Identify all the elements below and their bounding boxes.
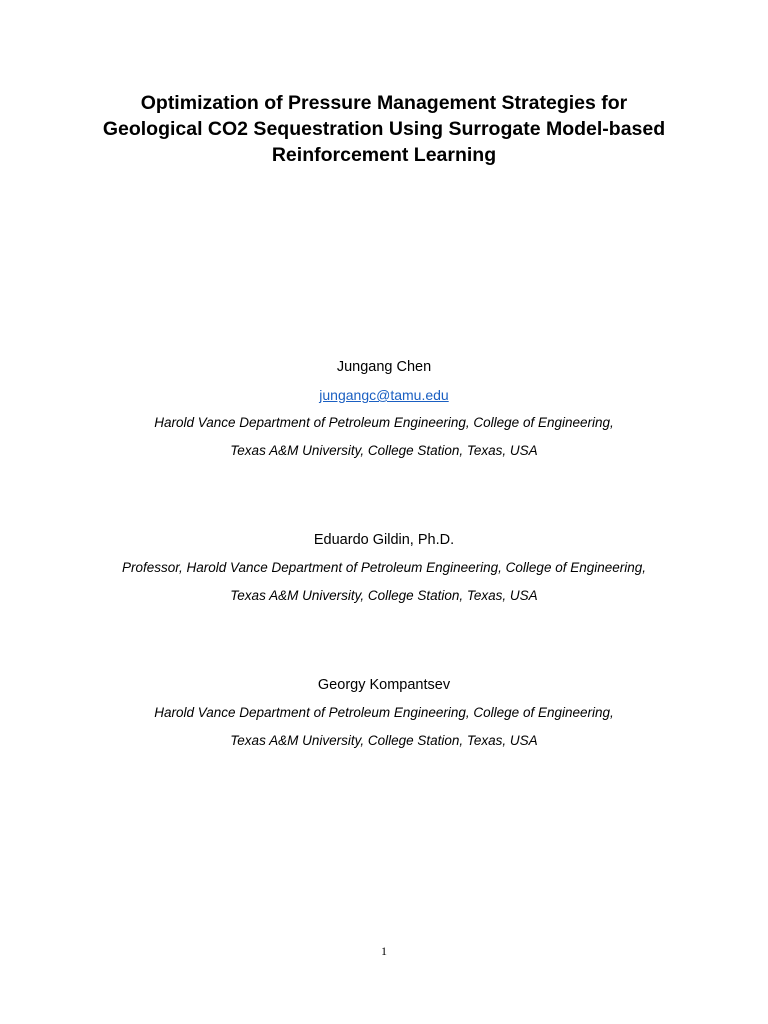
author-affiliation-line-2: Texas A&M University, College Station, Texas, USA	[230, 588, 538, 603]
author-name: Georgy Kompantsev	[317, 677, 451, 693]
title-line-2: Geological CO2 Sequestration Using Surrogate Model-based	[102, 118, 666, 140]
author-name: Eduardo Gildin, Ph.D.	[313, 532, 455, 548]
paper-title	[60, 90, 708, 168]
author-affiliation-line-1: Harold Vance Department of Petroleum Engineering, College of Engineering,	[154, 415, 614, 430]
author-block-1	[20, 353, 748, 465]
author-affiliation-line-1: Harold Vance Department of Petroleum Engineering, College of Engineering,	[154, 705, 614, 720]
title-line-3: Reinforcement Learning	[271, 144, 497, 166]
author-affiliation-line-2: Texas A&M University, College Station, Texas, USA	[230, 443, 538, 458]
author-affiliation-line-2: Texas A&M University, College Station, Texas, USA	[230, 733, 538, 748]
author-block-3	[20, 671, 748, 755]
author-affiliation-line-1: Professor, Harold Vance Department of Petroleum Engineering, College of Engineering,	[121, 560, 647, 575]
author-name: Jungang Chen	[336, 359, 432, 375]
author-email-link[interactable]: jungangc@tamu.edu	[319, 387, 449, 403]
page-number: 1	[381, 944, 387, 958]
title-line-1: Optimization of Pressure Management Strategies for	[140, 92, 628, 114]
author-block-2	[20, 526, 748, 610]
